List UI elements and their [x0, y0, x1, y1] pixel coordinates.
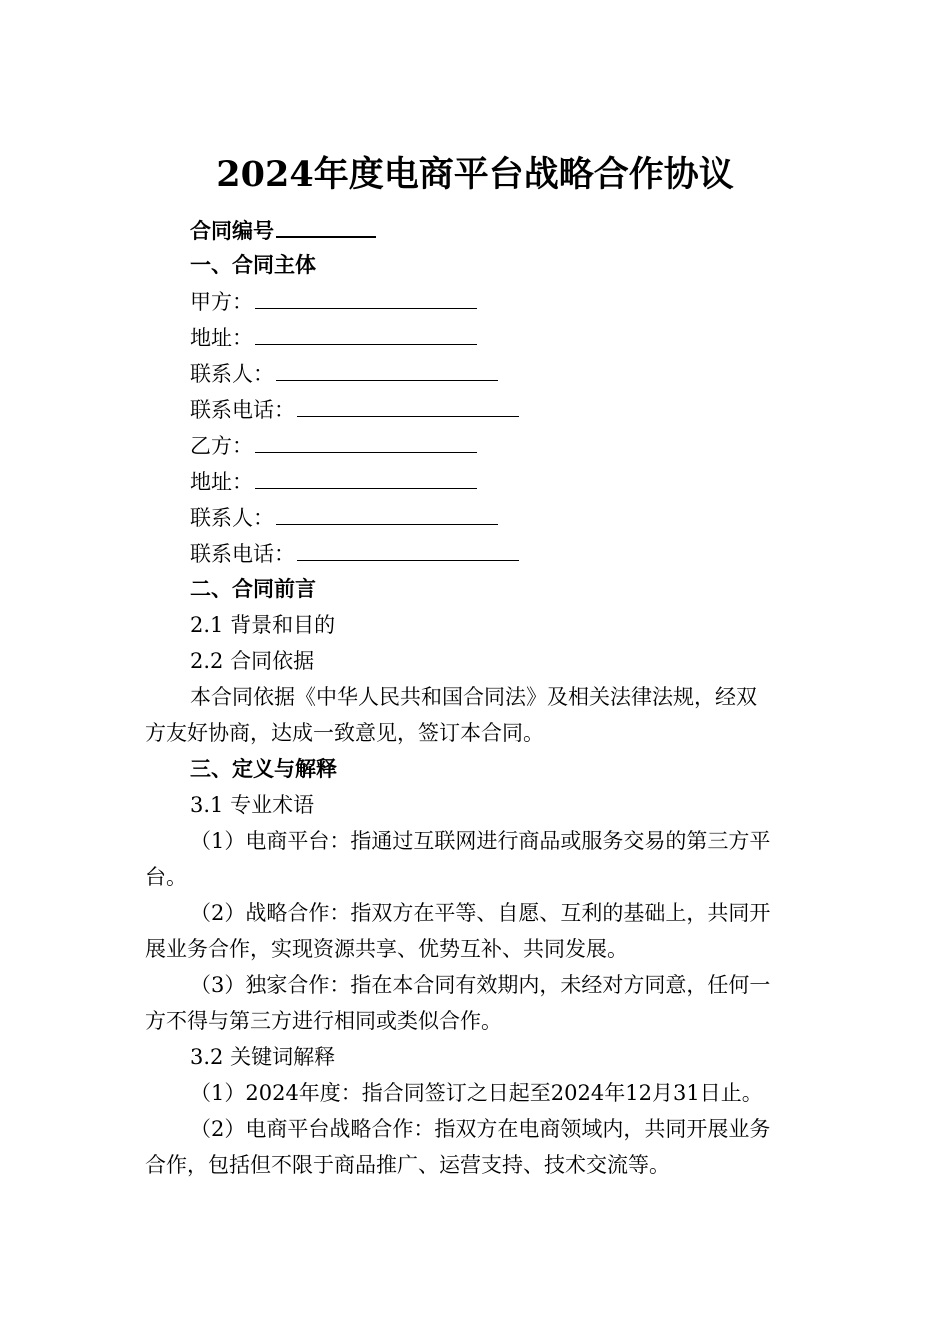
- section2-paragraph-line1: 本合同依据《中华人民共和国合同法》及相关法律法规，经双: [190, 685, 757, 709]
- term3-line2: 方不得与第三方进行相同或类似合作。: [145, 1009, 502, 1033]
- party-a-address-row: [190, 322, 477, 353]
- party-b-blank: [255, 430, 477, 453]
- party-b-label: 乙方：: [190, 434, 253, 458]
- section2-item1: 2.1 背景和目的: [190, 613, 336, 637]
- party-b-row: [190, 430, 477, 461]
- section3-item2: 3.2 关键词解释: [190, 1045, 336, 1069]
- keyword1-line1: （1）2024年度：指合同签订之日起至2024年12月31日止。: [190, 1081, 763, 1105]
- party-a-contact-blank: [276, 358, 498, 381]
- party-b-contact-label: 联系人：: [190, 506, 274, 530]
- party-a-phone-row: [190, 394, 519, 425]
- party-b-address-label: 地址：: [190, 470, 253, 494]
- contract-number-blank: [276, 214, 376, 238]
- keyword2-line2: 合作，包括但不限于商品推广、运营支持、技术交流等。: [145, 1153, 670, 1177]
- party-a-phone-blank: [297, 394, 519, 417]
- section1-heading: 一、合同主体: [190, 252, 316, 277]
- section2-paragraph-line2: 方友好协商，达成一致意见，签订本合同。: [145, 721, 544, 745]
- term2-line2: 展业务合作，实现资源共享、优势互补、共同发展。: [145, 937, 628, 961]
- party-a-address-blank: [255, 322, 477, 345]
- party-a-blank: [255, 286, 477, 309]
- party-b-address-row: [190, 466, 477, 497]
- contract-number-label: 合同编号: [190, 218, 274, 243]
- term3-line1: （3）独家合作：指在本合同有效期内，未经对方同意，任何一: [190, 973, 771, 997]
- section3-heading: 三、定义与解释: [190, 756, 337, 781]
- party-b-phone-blank: [297, 538, 519, 561]
- section3-item1: 3.1 专业术语: [190, 793, 315, 817]
- section2-item2: 2.2 合同依据: [190, 649, 315, 673]
- keyword2-line1: （2）电商平台战略合作：指双方在电商领域内，共同开展业务: [190, 1117, 771, 1141]
- party-b-contact-blank: [276, 502, 498, 525]
- term1-line2: 台。: [145, 865, 187, 889]
- party-a-row: [190, 286, 477, 317]
- party-b-contact-row: [190, 502, 498, 533]
- party-a-contact-row: [190, 358, 498, 389]
- term2-line1: （2）战略合作：指双方在平等、自愿、互利的基础上，共同开: [190, 901, 771, 925]
- party-b-phone-label: 联系电话：: [190, 542, 295, 566]
- contract-number-row: [190, 214, 376, 246]
- party-b-phone-row: [190, 538, 519, 569]
- party-b-address-blank: [255, 466, 477, 489]
- party-a-phone-label: 联系电话：: [190, 398, 295, 422]
- party-a-address-label: 地址：: [190, 326, 253, 350]
- term1-line1: （1）电商平台：指通过互联网进行商品或服务交易的第三方平: [190, 829, 771, 853]
- document-title: 2024年度电商平台战略合作协议: [216, 154, 734, 195]
- party-a-label: 甲方：: [190, 290, 253, 314]
- party-a-contact-label: 联系人：: [190, 362, 274, 386]
- section2-heading: 二、合同前言: [190, 576, 316, 601]
